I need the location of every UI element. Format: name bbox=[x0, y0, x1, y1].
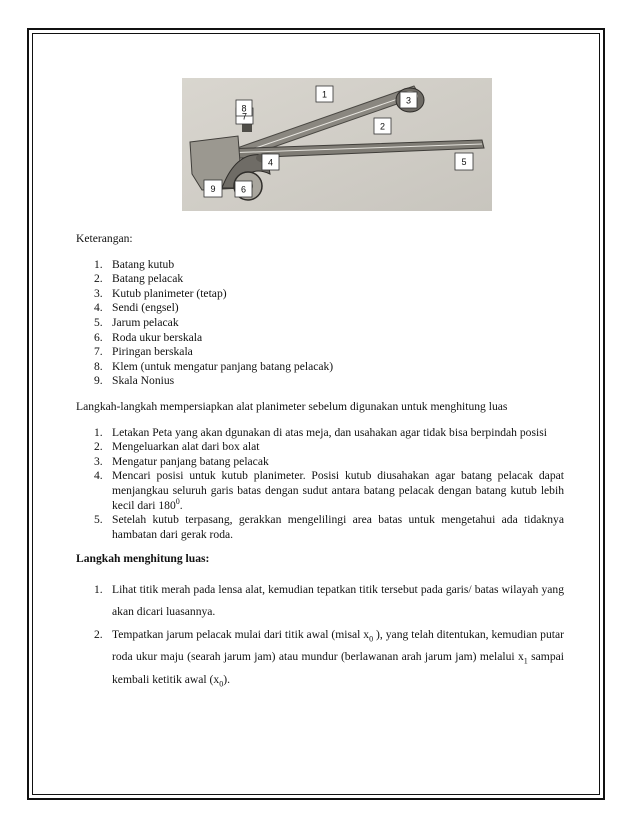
document-body bbox=[76, 232, 564, 691]
list-number: 5. bbox=[94, 513, 103, 527]
callout-1: 1 bbox=[321, 89, 328, 100]
list-item bbox=[76, 287, 564, 302]
keterangan-list bbox=[76, 258, 564, 389]
list-number: 2. bbox=[94, 272, 103, 286]
list-text: Jarum pelacak bbox=[112, 315, 179, 329]
list-number: 1. bbox=[94, 425, 103, 439]
list-item bbox=[76, 272, 564, 287]
list-item bbox=[76, 258, 564, 273]
list-number: 1. bbox=[94, 257, 103, 271]
list-item bbox=[76, 469, 564, 513]
list-text: Roda ukur berskala bbox=[112, 330, 203, 344]
list-text: Mengeluarkan alat dari box alat bbox=[112, 440, 260, 454]
list-text: Letakan Peta yang akan dgunakan di atas meja, dan usahakan agar tidak bisa berpindah posisi bbox=[112, 425, 547, 439]
list-text: Mencari posisi untuk kutub planimeter. Posisi kutub diusahakan agar batang pelacak dapat menjangkau seluruh garis batas dengan sudut antara batang pelacak dengan batang kutub lebih kecil dari 180 bbox=[112, 469, 564, 512]
list-text: Lihat titik merah pada lensa alat, kemudian tepatkan titik tersebut pada garis/ batas wilayah yang akan dicari luasannya. bbox=[112, 582, 564, 619]
list-text: Mengatur panjang batang pelacak bbox=[112, 454, 269, 468]
list-item bbox=[76, 345, 564, 360]
list-number: 4. bbox=[94, 301, 103, 315]
list-text: Batang pelacak bbox=[112, 272, 184, 286]
callout-4: 4 bbox=[267, 157, 274, 168]
planimeter-figure bbox=[182, 78, 492, 211]
list-item bbox=[76, 301, 564, 316]
list-number: 3. bbox=[94, 454, 103, 468]
list-text: Sendi (engsel) bbox=[112, 301, 179, 315]
degree-superscript: 0 bbox=[175, 496, 180, 506]
callout-6: 6 bbox=[240, 184, 247, 195]
list-text: Setelah kutub terpasang, gerakkan mengelilingi area batas untuk mengetahui ada tidaknya hambatan dari gerak roda. bbox=[112, 513, 564, 541]
callout-7: 7 bbox=[241, 111, 248, 122]
callout-8: 8 bbox=[241, 103, 247, 114]
callout-5: 5 bbox=[461, 157, 467, 167]
list-number: 2. bbox=[94, 627, 103, 641]
list-item bbox=[76, 331, 564, 346]
subscript: 0 bbox=[219, 679, 224, 689]
list-text: ), yang telah ditentukan, kemudian putar roda ukur maju (searah jarum jam) atau mundur (berlawanan arah jarum jam) melalui x bbox=[112, 627, 564, 664]
list-text: sampai kembali ketitik awal (x bbox=[112, 650, 564, 686]
list-text: Klem (untuk mengatur panjang batang pelacak) bbox=[112, 359, 334, 373]
list-number: 6. bbox=[94, 330, 103, 344]
list-number: 3. bbox=[94, 286, 103, 300]
menghitung-heading: Langkah menghitung luas: bbox=[76, 552, 210, 566]
persiapan-intro: Langkah-langkah mempersiapkan alat planimeter sebelum digunakan untuk menghitung luas bbox=[76, 399, 508, 413]
list-number: 1. bbox=[94, 582, 103, 596]
list-number: 4. bbox=[94, 469, 103, 483]
callout-9: 9 bbox=[210, 184, 216, 194]
list-number: 8. bbox=[94, 359, 103, 373]
list-number: 9. bbox=[94, 374, 103, 388]
list-text: ). bbox=[223, 672, 230, 686]
list-item bbox=[76, 440, 564, 455]
list-item bbox=[76, 455, 564, 470]
list-text-tail: . bbox=[179, 498, 183, 512]
list-text: Batang kutub bbox=[112, 257, 175, 271]
list-text: Piringan berskala bbox=[112, 345, 193, 359]
persiapan-list bbox=[76, 426, 564, 543]
list-number: 2. bbox=[94, 440, 103, 454]
subscript: 1 bbox=[523, 656, 528, 666]
list-text: Kutub planimeter (tetap) bbox=[112, 286, 227, 300]
list-item bbox=[76, 374, 564, 389]
list-item bbox=[76, 316, 564, 331]
keterangan-heading: Keterangan: bbox=[76, 232, 133, 245]
subscript: 0 bbox=[369, 634, 374, 644]
list-item bbox=[76, 579, 564, 624]
list-item bbox=[76, 360, 564, 375]
list-text: Skala Nonius bbox=[112, 374, 175, 388]
callout-2: 2 bbox=[379, 121, 386, 132]
list-number: 7. bbox=[94, 345, 103, 359]
menghitung-list bbox=[76, 579, 564, 692]
callout-3: 3 bbox=[405, 95, 412, 106]
list-item bbox=[76, 513, 564, 542]
list-text: Tempatkan jarum pelacak mulai dari titik awal (misal x bbox=[112, 627, 370, 641]
list-item bbox=[76, 624, 564, 692]
list-number: 5. bbox=[94, 315, 103, 329]
list-item bbox=[76, 426, 564, 441]
